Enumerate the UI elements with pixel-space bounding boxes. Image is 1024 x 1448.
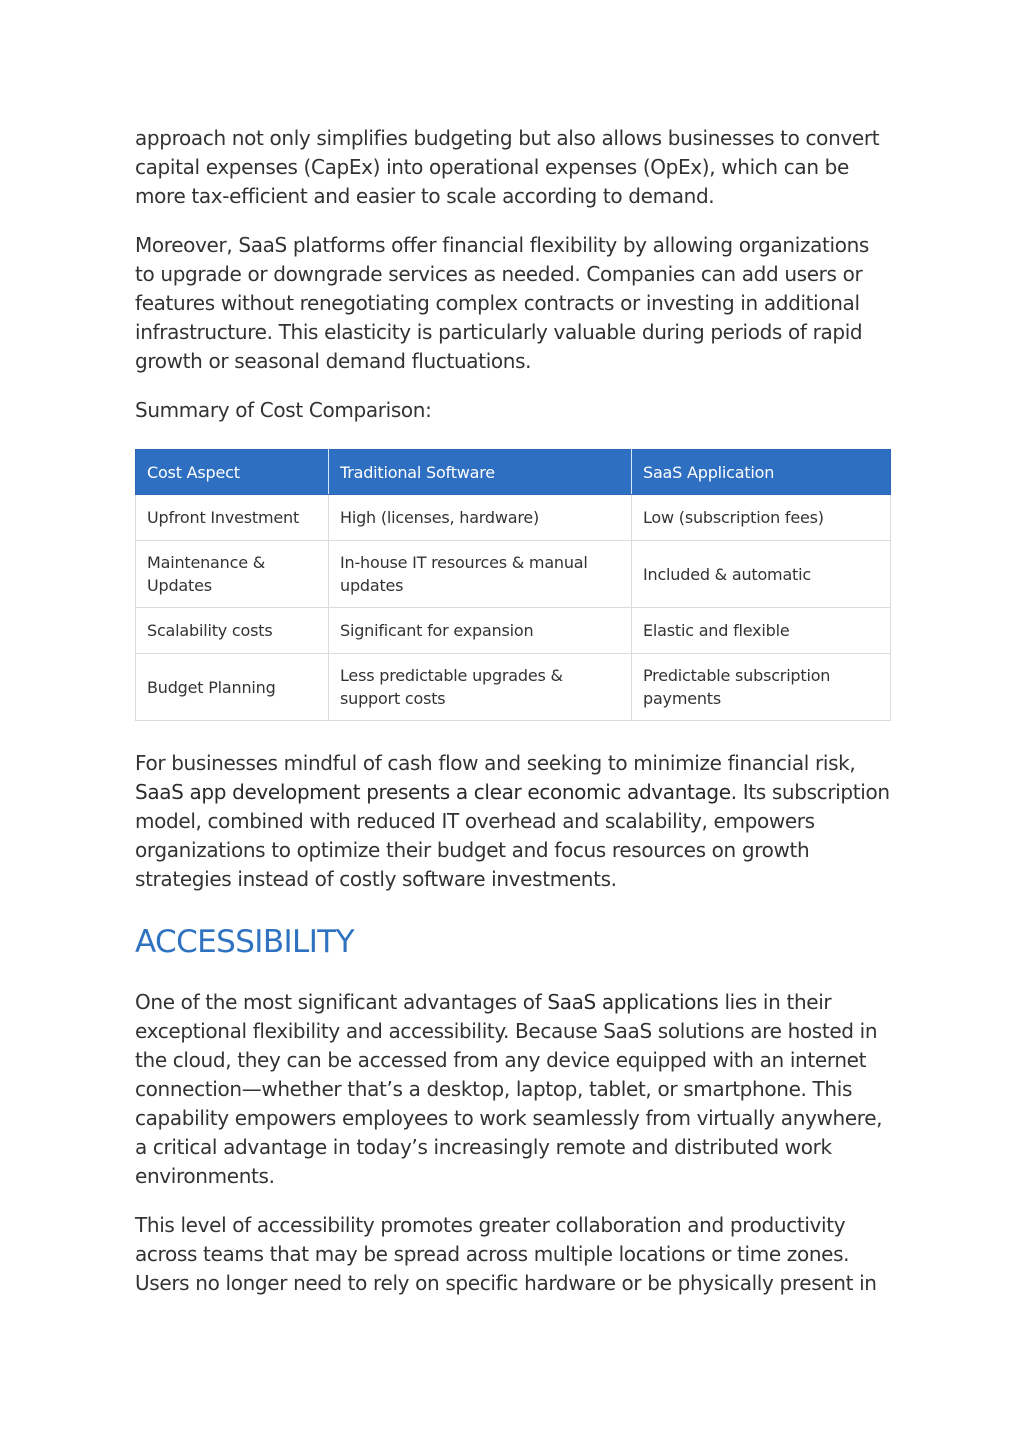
paragraph-accessibility (135, 988, 890, 1191)
paragraph-text: For businesses mindful of cash flow and seeking to minimize financial risk, (135, 751, 856, 775)
paragraph-text: . Its subscription model, combined with reduced IT overhead and scalability, empowers organizations to optimize their budget and focus resources on growth strategies instead of costly software investments. (135, 780, 890, 891)
table-row (136, 541, 891, 608)
paragraph-capex: approach not only simplifies budgeting but also allows businesses to convert capital expenses (CapEx) into operational expenses (OpEx), which can be more tax-efficient and easier to scale according to demand. (135, 126, 880, 208)
table-row (136, 654, 891, 721)
cost-comparison-table (135, 449, 891, 721)
paragraph-flexibility: Moreover, SaaS platforms offer financial flexibility by allowing organizations to upgrade or downgrade services as needed. Companies can add users or features without renegotiating complex contracts or investing in additional infrastructure. This elasticity is particularly valuable during periods of rapid growth or seasonal demand fluctuations. (135, 233, 869, 373)
table-cell: Less predictable upgrades & support costs (329, 654, 632, 721)
saas-applications-link[interactable]: SaaS applications (547, 990, 719, 1014)
section-heading-accessibility: ACCESSIBILITY (135, 924, 354, 960)
paragraph-text: One of the most significant advantages of (135, 990, 548, 1014)
table-cell: Budget Planning (136, 654, 329, 721)
table-cell: Predictable subscription payments (632, 654, 891, 721)
table-cell: Scalability costs (136, 608, 329, 654)
saas-app-development-link[interactable]: SaaS app development presents a clear economic advantage (135, 780, 731, 804)
table-cell: In-house IT resources & manual updates (329, 541, 632, 608)
table-cell: Included & automatic (632, 541, 891, 608)
table-cell: High (licenses, hardware) (329, 495, 632, 541)
header-cost-aspect: Cost Aspect (136, 450, 329, 495)
table-cell: Low (subscription fees) (632, 495, 891, 541)
table-row (136, 495, 891, 541)
document-page (135, 124, 890, 1318)
table-cell: Significant for expansion (329, 608, 632, 654)
paragraph-text: lies in their exceptional flexibility and accessibility. Because SaaS solutions are hosted in the cloud, they can be accessed from any device equipped with an internet connection—whether that’s a desktop, laptop, tablet, or smartphone. This capability empowers employees to work seamlessly from virtually anywhere, a critical advantage in today’s increasingly remote and distributed work environments. (135, 990, 883, 1188)
table-cell: Maintenance & Updates (136, 541, 329, 608)
table-row (136, 608, 891, 654)
table-header-row (136, 450, 891, 495)
paragraph-cash-flow (135, 749, 890, 894)
table-cell: Elastic and flexible (632, 608, 891, 654)
summary-label: Summary of Cost Comparison: (135, 398, 432, 422)
paragraph-collaboration: This level of accessibility promotes greater collaboration and productivity across teams that may be spread across multiple locations or time zones. Users no longer need to rely on specific hardware or be physically present in (135, 1213, 877, 1295)
table-cell: Upfront Investment (136, 495, 329, 541)
header-saas-application: SaaS Application (632, 450, 891, 495)
header-traditional-software: Traditional Software (329, 450, 632, 495)
